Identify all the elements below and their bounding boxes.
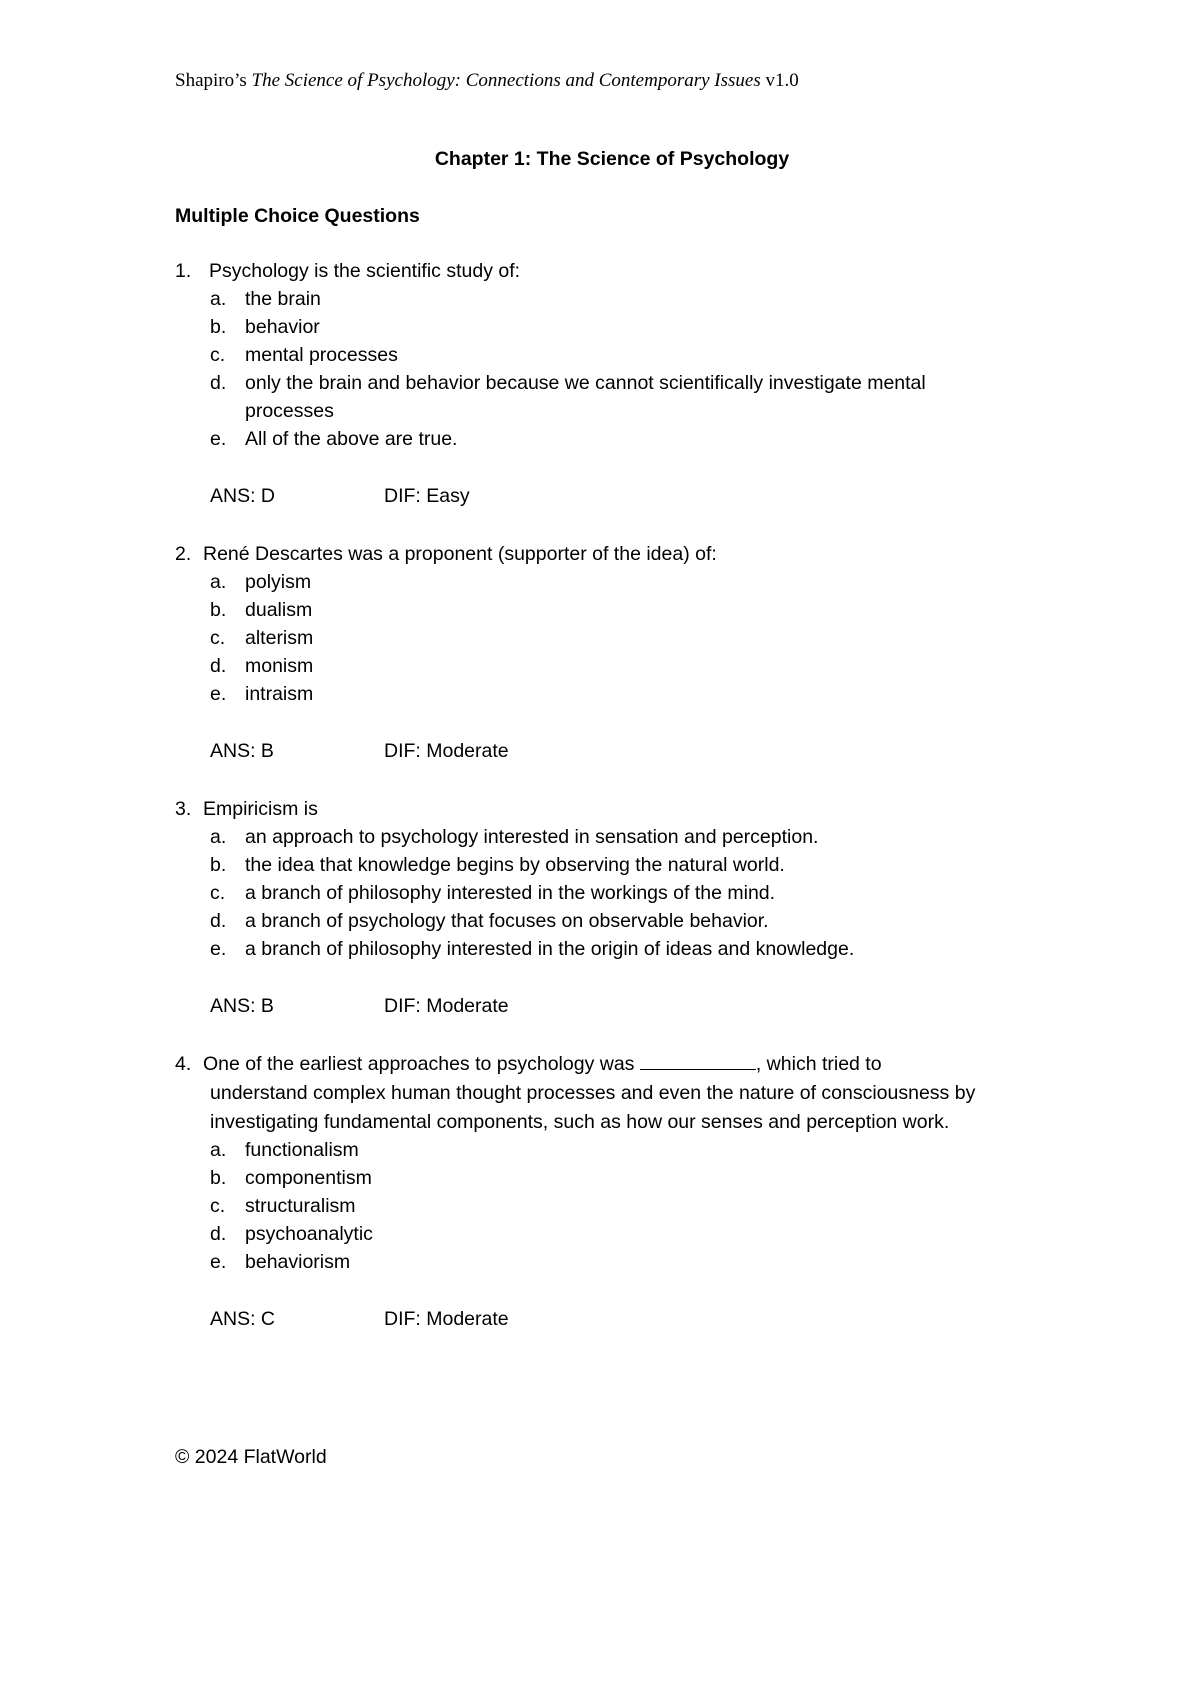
- option-letter: e.: [210, 1251, 227, 1273]
- option-letter: b.: [210, 1167, 227, 1189]
- answer-key: ANS: B: [210, 995, 274, 1017]
- answer-key: ANS: D: [210, 485, 276, 507]
- option-text: behaviorism: [245, 1251, 351, 1273]
- option-letter: a.: [210, 288, 227, 310]
- option-text: the brain: [245, 288, 321, 310]
- option-letter: a.: [210, 1139, 227, 1161]
- question-number: 3.: [175, 798, 192, 820]
- option-letter: e.: [210, 683, 227, 705]
- option-letter: d.: [210, 372, 227, 394]
- question-number: 1.: [175, 260, 192, 282]
- answer-key: ANS: C: [210, 1308, 276, 1330]
- option-letter: a.: [210, 571, 227, 593]
- question-text-after-blank: , which tried to: [755, 1053, 882, 1075]
- option-letter: e.: [210, 938, 227, 960]
- option-text: a branch of philosophy interested in the workings of the mind.: [245, 882, 776, 904]
- option-text: intraism: [245, 683, 314, 705]
- option-text: alterism: [245, 627, 314, 649]
- option-letter: c.: [210, 882, 226, 904]
- option-letter: e.: [210, 428, 227, 450]
- difficulty: DIF: Easy: [384, 485, 470, 507]
- option-text: psychoanalytic: [245, 1223, 373, 1245]
- option-letter: d.: [210, 910, 227, 932]
- question-text: Empiricism is: [203, 798, 318, 820]
- option-text: a branch of psychology that focuses on observable behavior.: [245, 910, 769, 932]
- copyright-footer: © 2024 FlatWorld: [175, 1446, 327, 1468]
- option-text: All of the above are true.: [245, 428, 458, 450]
- option-letter: c.: [210, 627, 226, 649]
- question-text-before-blank: One of the earliest approaches to psychology was: [203, 1053, 635, 1075]
- difficulty: DIF: Moderate: [384, 740, 509, 762]
- question-text-line3: investigating fundamental components, such as how our senses and perception work.: [210, 1111, 950, 1133]
- question-text-line2: understand complex human thought processes and even the nature of consciousness by: [210, 1082, 976, 1104]
- option-text: functionalism: [245, 1139, 359, 1161]
- question-number: 2.: [175, 543, 192, 565]
- running-header: [175, 70, 799, 92]
- option-text: a branch of philosophy interested in the origin of ideas and knowledge.: [245, 938, 855, 960]
- option-text: behavior: [245, 316, 320, 338]
- chapter-title: Chapter 1: The Science of Psychology: [434, 148, 790, 170]
- header-prefix: Shapiro’s: [175, 70, 247, 91]
- option-text: mental processes: [245, 344, 398, 366]
- option-text: only the brain and behavior because we cannot scientifically investigate mental: [245, 372, 926, 394]
- option-letter: b.: [210, 854, 227, 876]
- option-text: polyism: [245, 571, 312, 593]
- header-book-title: The Science of Psychology: Connections and Contemporary Issues: [251, 70, 761, 91]
- header-version: v1.0: [765, 70, 799, 91]
- option-letter: c.: [210, 344, 226, 366]
- option-text: monism: [245, 655, 314, 677]
- answer-key: ANS: B: [210, 740, 274, 762]
- option-text: an approach to psychology interested in sensation and perception.: [245, 826, 819, 848]
- section-title: Multiple Choice Questions: [175, 205, 420, 227]
- option-letter: a.: [210, 826, 227, 848]
- option-text-continued: processes: [245, 400, 334, 422]
- question-number: 4.: [175, 1053, 192, 1075]
- option-letter: d.: [210, 655, 227, 677]
- option-letter: b.: [210, 316, 227, 338]
- option-text: componentism: [245, 1167, 372, 1189]
- question-text: [203, 1053, 882, 1076]
- option-text: dualism: [245, 599, 313, 621]
- difficulty: DIF: Moderate: [384, 1308, 509, 1330]
- answer-blank: [640, 1053, 756, 1070]
- option-text: structuralism: [245, 1195, 356, 1217]
- option-text: the idea that knowledge begins by observing the natural world.: [245, 854, 785, 876]
- option-letter: b.: [210, 599, 227, 621]
- question-text: René Descartes was a proponent (supporter of the idea) of:: [203, 543, 717, 565]
- option-letter: d.: [210, 1223, 227, 1245]
- difficulty: DIF: Moderate: [384, 995, 509, 1017]
- option-letter: c.: [210, 1195, 226, 1217]
- question-text: Psychology is the scientific study of:: [209, 260, 521, 282]
